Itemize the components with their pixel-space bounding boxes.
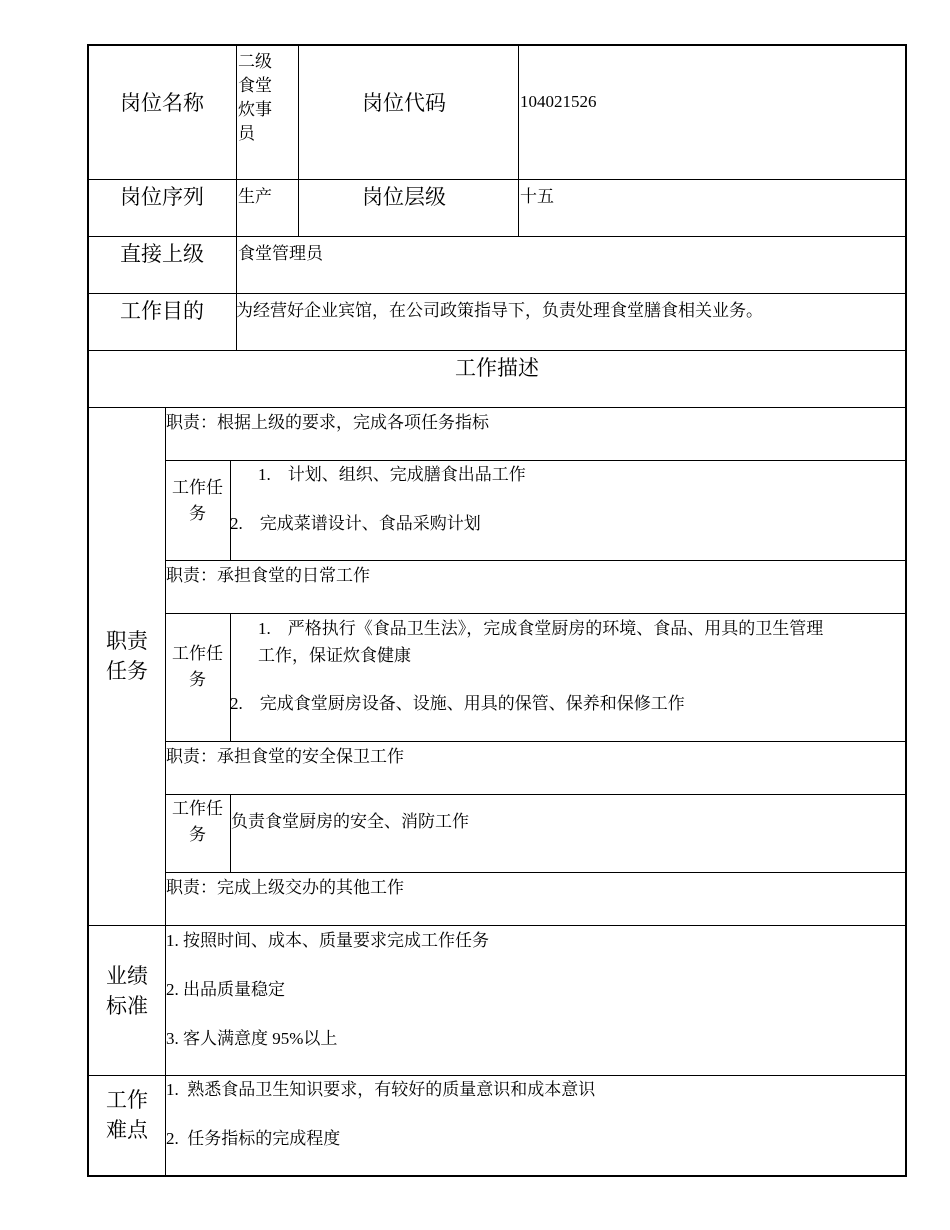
performance-item: 1. 按照时间、成本、质量要求完成工作任务 [166, 931, 489, 950]
position-series-label: 岗位序列 [120, 185, 204, 209]
duties-label: 职责 [106, 629, 148, 653]
difficulties-label: 难点 [106, 1118, 148, 1142]
task-item: 负责食堂厨房的安全、消防工作 [231, 812, 469, 831]
work-purpose-value: 为经营好企业宾馆，在公司政策指导下，负责处理食堂膳食相关业务。 [236, 301, 763, 320]
table-border [298, 44, 299, 237]
table-border [165, 613, 907, 614]
task-label: 务 [189, 670, 206, 689]
position-name-value: 员 [238, 124, 255, 143]
duty-item: 职责：完成上级交办的其他工作 [166, 878, 404, 897]
table-border [165, 794, 907, 795]
task-label: 务 [189, 825, 206, 844]
table-border [87, 44, 89, 1177]
difficulty-item: 1. 熟悉食品卫生知识要求，有较好的质量意识和成本意识 [166, 1080, 596, 1099]
table-border [230, 460, 231, 560]
table-border [87, 1175, 907, 1177]
position-series-value: 生产 [238, 187, 272, 206]
task-label: 务 [189, 504, 206, 523]
difficulty-item: 2. 任务指标的完成程度 [166, 1129, 341, 1148]
table-border [87, 179, 907, 180]
position-code-value: 104021526 [520, 92, 597, 111]
work-description-title: 工作描述 [455, 356, 539, 380]
table-border [905, 44, 907, 1177]
performance-label: 标准 [106, 994, 148, 1018]
performance-item: 3. 客人满意度 95%以上 [166, 1029, 338, 1048]
task-item: 2. 完成菜谱设计、食品采购计划 [230, 514, 481, 533]
table-border [230, 613, 231, 741]
task-label: 工作任 [172, 644, 223, 663]
position-name-value: 炊事 [238, 100, 272, 119]
table-border [87, 407, 907, 408]
difficulties-label: 工作 [106, 1088, 148, 1112]
duty-item: 职责：承担食堂的安全保卫工作 [166, 747, 404, 766]
position-name-value: 二级 [238, 52, 272, 71]
table-border [165, 872, 907, 873]
task-label: 工作任 [172, 478, 223, 497]
table-border [165, 460, 907, 461]
direct-superior-label: 直接上级 [120, 242, 204, 266]
table-border [518, 44, 519, 237]
table-border [165, 560, 907, 561]
duty-item: 职责：承担食堂的日常工作 [166, 566, 370, 585]
table-border [87, 236, 907, 237]
table-border [87, 1075, 907, 1076]
duty-item: 职责：根据上级的要求，完成各项任务指标 [166, 413, 489, 432]
task-item: 1. 严格执行《食品卫生法》，完成食堂厨房的环境、食品、用具的卫生管理 [258, 619, 824, 638]
table-border [165, 741, 907, 742]
table-border [87, 44, 907, 46]
performance-label: 业绩 [106, 964, 148, 988]
duties-label: 任务 [106, 659, 148, 683]
direct-superior-value: 食堂管理员 [238, 244, 323, 263]
position-level-value: 十五 [520, 187, 554, 206]
task-label: 工作任 [172, 799, 223, 818]
task-item: 2. 完成食堂厨房设备、设施、用具的保管、保养和保修工作 [230, 694, 685, 713]
position-name-label: 岗位名称 [120, 91, 204, 115]
work-purpose-label: 工作目的 [120, 299, 204, 323]
table-border [87, 925, 907, 926]
task-item: 1. 计划、组织、完成膳食出品工作 [258, 465, 526, 484]
table-border [87, 293, 907, 294]
position-name-value: 食堂 [238, 76, 272, 95]
position-level-label: 岗位层级 [362, 185, 446, 209]
table-border [87, 350, 907, 351]
position-code-label: 岗位代码 [362, 91, 446, 115]
task-item: 工作，保证炊食健康 [258, 646, 411, 665]
performance-item: 2. 出品质量稳定 [166, 980, 285, 999]
